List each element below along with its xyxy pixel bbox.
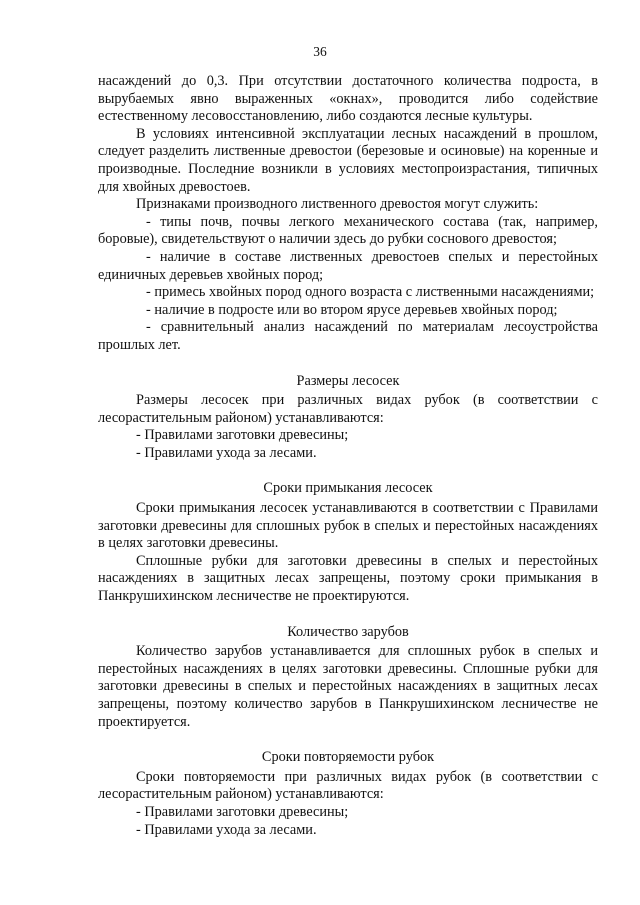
page-body	[98, 73, 598, 839]
list-item: - Правилами ухода за лесами.	[136, 821, 317, 838]
section-heading-cut-count: Количество зарубов	[287, 623, 409, 640]
paragraph-adjacency-2: Сплошные рубки для заготовки древесины в спелых и перестойных насаждениях в защитных лесах запрещены, поэтому сроки примыкания в Панкрушихинском лесничестве не проектируются.	[98, 552, 598, 605]
list-item: - Правилами ухода за лесами.	[136, 444, 317, 461]
list-item: - Правилами заготовки древесины;	[136, 803, 349, 820]
section-heading-clearcut-size: Размеры лесосек	[296, 372, 400, 389]
paragraph-continuation: насаждений до 0,3. При отсутствии достаточного количества подроста, в вырубаемых явно выраженных «окнах», проводится либо содействие естественному лесовосстановлению, либо создаются лесные культуры.	[98, 73, 598, 125]
list-item: - наличие в подросте или во втором ярусе деревьев хвойных пород;	[146, 301, 558, 318]
list-item: - типы почв, почвы легкого механического состава (так, например, боровые), свидетельствуют о наличии здесь до рубки соснового древостоя;	[98, 213, 598, 248]
paragraph-adjacency-1: Сроки примыкания лесосек устанавливаются в соответствии с Правилами заготовки древесины для сплошных рубок в спелых и перестойных насаждениях в целях заготовки древесины.	[98, 500, 598, 552]
list-item: - сравнительный анализ насаждений по материалам лесоустройства прошлых лет.	[98, 319, 598, 353]
signs-list	[98, 214, 598, 355]
section-heading-adjacency: Сроки примыкания лесосек	[263, 480, 433, 497]
paragraph-clearcut-size: Размеры лесосек при различных видах рубок (в соответствии с лесорастительным районом) устанавливаются:	[98, 392, 598, 426]
rules-list	[98, 804, 598, 839]
list-item: - примесь хвойных пород одного возраста с лиственными насаждениями;	[146, 284, 595, 301]
list-item: - Правилами заготовки древесины;	[136, 427, 349, 444]
page-number: 36	[313, 44, 327, 59]
list-item: - наличие в составе лиственных древостоев спелых и перестойных единичных деревьев хвойных пород;	[98, 248, 598, 283]
section-heading-repeat-terms: Сроки повторяемости рубок	[261, 749, 435, 766]
paragraph-cut-count: Количество зарубов устанавливается для сплошных рубок в спелых и перестойных насаждениях в целях заготовки древесины. Сплошные рубки для заготовки древесины в спелых и перестойных насаждениях в защитных лесах запрещены, поэтому количество зарубов в Панкрушихинском лесничестве не проектируется.	[98, 643, 598, 730]
rules-list	[98, 427, 598, 462]
paragraph-repeat-terms: Сроки повторяемости при различных видах рубок (в соответствии с лесорастительным районом) устанавливаются:	[98, 768, 598, 803]
paragraph-deciduous-stands: В условиях интенсивной эксплуатации лесных насаждений в прошлом, следует разделить лиственные древостои (березовые и осиновые) на коренные и производные. Последние возникли в условиях местопроизрастания, типичных для хвойных древостоев.	[98, 125, 598, 195]
paragraph-signs-intro: Признаками производного лиственного древостоя могут служить:	[136, 196, 539, 213]
